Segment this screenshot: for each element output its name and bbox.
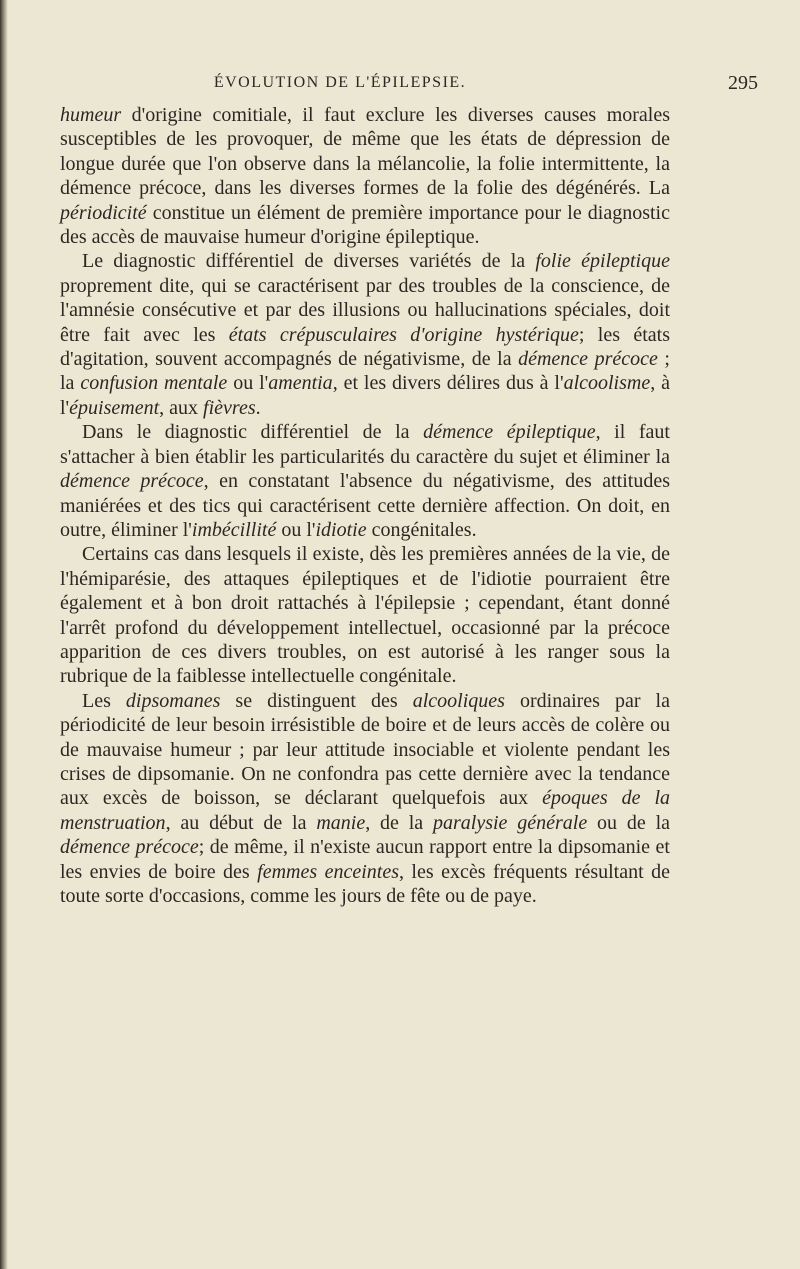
paragraph-demence-epileptique <box>60 420 670 542</box>
italic-term: démence précoce <box>518 348 658 371</box>
italic-term: épuisement <box>69 396 160 419</box>
text-run: , à l' <box>60 372 670 419</box>
italic-term: états crépusculaires d'origine hystérique <box>228 323 579 346</box>
italic-term: époques de la menstruation <box>60 787 670 834</box>
italic-term: fièvres <box>203 396 256 419</box>
running-title: ÉVOLUTION DE L'ÉPILEPSIE. <box>213 74 467 91</box>
text-run: . <box>255 396 261 419</box>
text-run: , il faut s'attacher à bien établir les particularités du caractère du sujet et éliminer la <box>60 421 670 468</box>
italic-term: alcooliques <box>412 689 505 712</box>
text-run: se distinguent des <box>220 689 413 712</box>
italic-term: imbécillité <box>191 518 277 541</box>
text-run: Dans le diagnostic différentiel de la <box>82 421 424 444</box>
text-run: congénitales. <box>366 518 477 541</box>
italic-term: amentia <box>268 372 333 395</box>
text-run: Certains cas dans lesquels il existe, dès les premières années de la vie, de l'hémiparésie, des attaques épileptiques et de l'idiotie pourraient être également et à bon droit rattachés à l'épilepsie ; cependant, étant donné l'arrêt profond du développement intellectuel, occasionné par la précoce apparition de ces divers troubles, on est autorisé à les ranger sous la rubrique de la faiblesse intellectuelle congénitale. <box>60 543 670 688</box>
italic-term: démence précoce <box>60 836 199 859</box>
text-run: , au début de la <box>165 811 317 834</box>
text-run: ou l' <box>227 372 269 395</box>
text-run: , aux <box>159 396 204 419</box>
text-run: , en constatant l'absence du négativisme, des attitudes maniérées et des tics qui caractérisent cette dernière affection. On doit, en outre, éliminer l' <box>60 470 670 541</box>
text-run: Les <box>82 689 126 712</box>
page-number: 295 <box>728 72 758 94</box>
text-run: proprement dite, qui se caractérisent par des troubles de la conscience, de l'amnésie consécutive et par des illusions ou hallucinations spéciales, doit être fait avec les <box>60 274 670 346</box>
paragraph-hemiparesie <box>60 542 670 688</box>
italic-term: paralysie générale <box>433 811 588 834</box>
body-text <box>60 103 670 908</box>
text-run: ordinaires par la périodicité de leur besoin irrésistible de boire et de leurs accès de colère ou de mauvaise humeur ; par leur attitude insociable et violente pendant les crises de dipsomanie. On ne confondra pas cette dernière avec la tendance aux excès de boisson, se déclarant quelquefois aux <box>60 689 670 810</box>
italic-term: folie épileptique <box>535 250 670 273</box>
text-run: , de la <box>365 811 433 834</box>
text-run: d'origine comitiale, il faut exclure les diverses causes morales susceptibles de les provoquer, de même que les états de dépression de longue durée que l'on observe dans la mélancolie, la folie intermittente, la démence précoce, dans les diverses formes de la folie des dégénérés. La <box>60 104 670 200</box>
italic-term: périodicité <box>60 201 147 224</box>
text-run: ou de la <box>587 811 671 834</box>
running-head <box>60 72 758 98</box>
italic-term: manie <box>316 811 366 834</box>
text-run: ou l' <box>276 518 316 541</box>
italic-term: idiotie <box>315 518 367 541</box>
text-run: ; les états d'agitation, souvent accompagnés de négativisme, de la <box>60 323 670 371</box>
italic-term: démence épileptique <box>423 421 596 444</box>
text-run: constitue un élément de première importance pour le diagnostic des accès de mauvaise humeur d'origine épileptique. <box>60 201 670 249</box>
italic-term: femmes enceintes <box>257 860 399 883</box>
paragraph-dipsomanes <box>60 689 670 909</box>
text-run: ; la <box>60 348 670 395</box>
text-run: ; de même, il n'existe aucun rapport entre la dipsomanie et les envies de boire des <box>60 836 670 883</box>
paragraph-folie-epileptique <box>60 249 670 420</box>
italic-term: démence précoce <box>60 470 204 493</box>
italic-term: dipsomanes <box>125 689 221 712</box>
text-run: , et les divers délires dus à l' <box>332 372 564 395</box>
text-run: Le diagnostic différentiel de diverses variétés de la <box>82 250 536 273</box>
paragraph-humeur-comitiale <box>60 103 670 249</box>
italic-term: humeur <box>60 104 122 126</box>
italic-term: confusion mentale <box>80 372 228 395</box>
italic-term: alcoolisme <box>563 372 651 395</box>
text-run: , les excès fréquents résultant de toute sorte d'occasions, comme les jours de fête ou de paye. <box>60 860 670 907</box>
